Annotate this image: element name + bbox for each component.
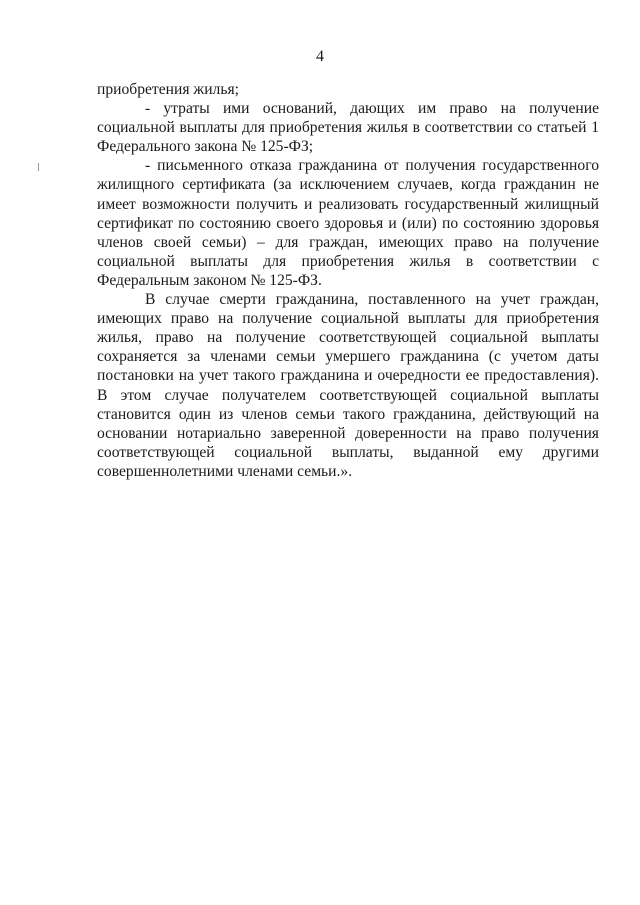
document-body bbox=[97, 80, 599, 481]
scan-margin-mark bbox=[38, 163, 39, 171]
paragraph-continuation: приобретения жилья; bbox=[97, 81, 239, 98]
paragraph-list-item: - письменного отказа гражданина от получения государственного жилищного сертификата (за исключением случаев, когда гражданин не имеет возможности получить и реализовать государственный жилищный сертификат по состоянию своего здоровья и (или) по состоянию здоровья членов своей семьи) – для граждан, имеющих право на получение социальной выплаты для приобретения жилья в соответствии с Федеральным законом № 125-ФЗ. bbox=[97, 157, 599, 289]
page-number: 4 bbox=[316, 48, 324, 65]
paragraph-list-item: - утраты ими оснований, дающих им право на получение социальной выплаты для приобретения жилья в соответствии со статьей 1 Федерального закона № 125-ФЗ; bbox=[97, 100, 599, 156]
paragraph: В случае смерти гражданина, поставленного на учет граждан, имеющих право на получение социальной выплаты для приобретения жилья, право на получение соответствующей социальной выплаты сохраняется за членами семьи умершего гражданина (с учетом даты постановки на учет такого гражданина и очередности ее предоставления). В этом случае получателем соответствующей социальной выплаты становится один из членов семьи такого гражданина, действующий на основании нотариально заверенной доверенности на право получения соответствующей социальной выплаты, выданной ему другими совершеннолетними членами семьи.». bbox=[97, 291, 599, 480]
